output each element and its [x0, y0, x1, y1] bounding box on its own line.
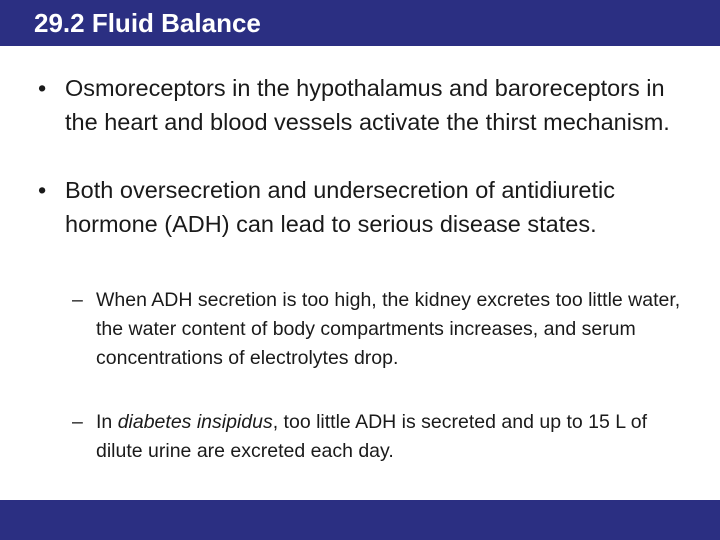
- bullet-item: [38, 71, 678, 139]
- bullet-text: Osmoreceptors in the hypothalamus and baroreceptors in the heart and blood vessels activate the thirst mechanism.: [65, 75, 670, 135]
- disease-name-emphasis: diabetes insipidus: [117, 411, 273, 433]
- sub-bullet-marker: –: [72, 411, 83, 433]
- sub-bullet-text: [96, 408, 682, 466]
- title-bar: [0, 0, 720, 46]
- slide-title: 29.2 Fluid Balance: [34, 8, 261, 38]
- sub-bullet-item: [72, 286, 682, 373]
- bullet-item: [38, 173, 678, 241]
- footer-bar: [0, 500, 720, 540]
- sub-bullet-prefix: In: [96, 411, 118, 433]
- bullet-marker: •: [38, 177, 47, 203]
- sub-bullet-text: When ADH secretion is too high, the kidney excretes too little water, the water content of body compartments increases, and serum concentrations of electrolytes drop.: [96, 289, 681, 369]
- bullet-text: Both oversecretion and undersecretion of antidiuretic hormone (ADH) can lead to serious disease states.: [65, 177, 615, 237]
- sub-bullet-marker: –: [72, 289, 83, 311]
- sub-bullet-suffix: , too little ADH is secreted and up to 15 L of dilute urine are excreted each day.: [96, 411, 648, 462]
- bullet-marker: •: [38, 75, 47, 101]
- sub-bullet-item: [72, 408, 682, 466]
